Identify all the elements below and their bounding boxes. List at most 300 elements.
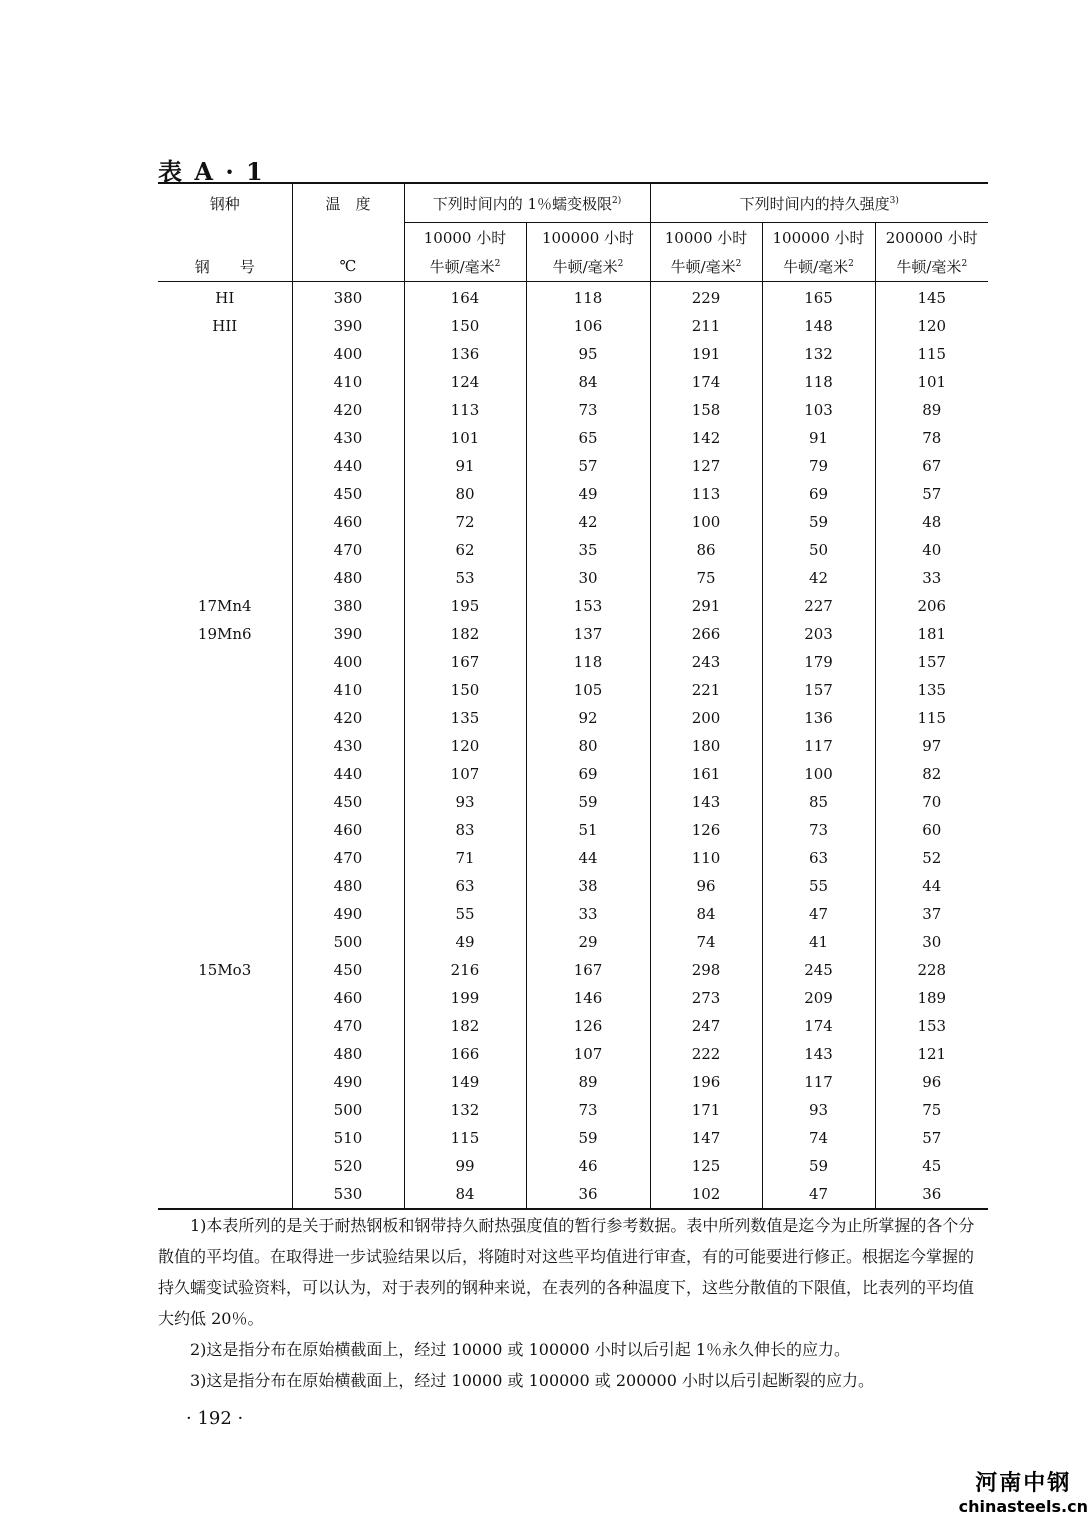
cell-rupture-100000h: 179 [762,648,875,676]
footnote-3: 3)这是指分布在原始横截面上，经过 10000 或 100000 或 200000 小时以后引起断裂的应力。 [190,1371,874,1390]
cell-rupture-100000h: 165 [762,282,875,313]
cell-creep-100000h: 36 [526,1180,650,1209]
cell-rupture-200000h: 57 [875,480,988,508]
cell-rupture-200000h: 52 [875,844,988,872]
cell-rupture-200000h: 30 [875,928,988,956]
cell-creep-10000h: 166 [404,1040,526,1068]
cell-temperature: 490 [292,900,404,928]
cell-creep-10000h: 91 [404,452,526,480]
cell-creep-100000h: 118 [526,648,650,676]
cell-creep-100000h: 73 [526,396,650,424]
cell-rupture-200000h: 75 [875,1096,988,1124]
header-steel-grade: 钢 号 [158,251,292,282]
cell-steel-grade [158,536,292,564]
cell-creep-10000h: 136 [404,340,526,368]
table-row [158,620,988,648]
cell-rupture-200000h: 97 [875,732,988,760]
cell-rupture-100000h: 174 [762,1012,875,1040]
cell-rupture-200000h: 181 [875,620,988,648]
header-period: 10000 小时 [650,223,762,252]
cell-creep-100000h: 59 [526,788,650,816]
table-row [158,508,988,536]
cell-rupture-10000h: 96 [650,872,762,900]
cell-creep-10000h: 195 [404,592,526,620]
cell-temperature: 400 [292,340,404,368]
cell-steel-grade: 17Mn4 [197,597,252,615]
cell-steel-grade [158,396,292,424]
cell-creep-10000h: 55 [404,900,526,928]
cell-temperature: 480 [292,1040,404,1068]
table-row [158,452,988,480]
cell-temperature: 470 [292,1012,404,1040]
cell-creep-10000h: 72 [404,508,526,536]
cell-temperature: 530 [292,1180,404,1209]
header-steel-kind: 钢种 [158,183,292,223]
cell-temperature: 500 [292,1096,404,1124]
header-period: 200000 小时 [875,223,988,252]
cell-temperature: 470 [292,536,404,564]
cell-temperature: 440 [292,760,404,788]
cell-creep-10000h: 53 [404,564,526,592]
cell-rupture-200000h: 78 [875,424,988,452]
cell-temperature: 480 [292,564,404,592]
cell-steel-grade [158,928,292,956]
footnotes [158,1210,988,1396]
cell-rupture-200000h: 57 [875,1124,988,1152]
cell-rupture-10000h: 126 [650,816,762,844]
cell-temperature: 500 [292,928,404,956]
cell-rupture-10000h: 171 [650,1096,762,1124]
cell-creep-10000h: 167 [404,648,526,676]
cell-temperature: 450 [292,956,404,984]
cell-rupture-100000h: 103 [762,396,875,424]
cell-temperature: 410 [292,368,404,396]
cell-creep-100000h: 30 [526,564,650,592]
cell-rupture-10000h: 266 [650,620,762,648]
cell-creep-100000h: 33 [526,900,650,928]
header-unit-sup: 2 [848,258,854,269]
cell-rupture-100000h: 100 [762,760,875,788]
table-row [158,1124,988,1152]
cell-creep-100000h: 29 [526,928,650,956]
cell-creep-10000h: 182 [404,1012,526,1040]
cell-temperature: 450 [292,788,404,816]
cell-rupture-10000h: 222 [650,1040,762,1068]
table-body [158,282,988,1210]
cell-temperature: 380 [292,282,404,313]
header-unit-sup: 2 [617,258,624,269]
cell-creep-10000h: 107 [404,760,526,788]
footnote-2: 2)这是指分布在原始横截面上，经过 10000 或 100000 小时以后引起 1％永久伸长的应力。 [190,1340,851,1359]
cell-steel-grade: 15Mo3 [198,961,252,979]
table-row [158,760,988,788]
table-row [158,1152,988,1180]
table-row [158,536,988,564]
cell-temperature: 470 [292,844,404,872]
cell-creep-10000h: 182 [404,620,526,648]
cell-rupture-200000h: 115 [875,340,988,368]
header-temperature: 温 度 [292,183,404,223]
cell-rupture-100000h: 50 [762,536,875,564]
cell-creep-10000h: 199 [404,984,526,1012]
table-row [158,1012,988,1040]
cell-creep-10000h: 149 [404,1068,526,1096]
cell-rupture-100000h: 79 [762,452,875,480]
cell-steel-grade [158,1152,292,1180]
cell-steel-grade [158,340,292,368]
cell-creep-100000h: 95 [526,340,650,368]
cell-rupture-100000h: 47 [762,900,875,928]
cell-rupture-200000h: 33 [875,564,988,592]
cell-rupture-10000h: 113 [650,480,762,508]
cell-steel-grade [158,1124,292,1152]
cell-rupture-10000h: 142 [650,424,762,452]
cell-temperature: 490 [292,1068,404,1096]
cell-creep-10000h: 101 [404,424,526,452]
cell-creep-100000h: 65 [526,424,650,452]
cell-temperature: 480 [292,872,404,900]
cell-rupture-100000h: 42 [762,564,875,592]
cell-creep-10000h: 150 [404,312,526,340]
cell-creep-100000h: 44 [526,844,650,872]
table-row [158,340,988,368]
cell-temperature: 390 [292,620,404,648]
cell-rupture-100000h: 227 [762,592,875,620]
cell-rupture-100000h: 93 [762,1096,875,1124]
table-row [158,648,988,676]
footnote-1: 1)本表所列的是关于耐热钢板和钢带持久耐热强度值的暂行参考数据。表中所列数值是迄今为止所掌握的各个分散值的平均值。在取得进一步试验结果以后，将随时对这些平均值进行审查，有的可能要进行修正。根据迄今掌握的持久蠕变试验资料，可以认为，对于表列的钢种来说，在表列的各种温度下，这些分散值的下限值，比表列的平均值大约低 20％。 [158,1216,975,1328]
cell-creep-10000h: 80 [404,480,526,508]
header-blank-cell [158,223,292,252]
cell-rupture-10000h: 158 [650,396,762,424]
cell-creep-100000h: 80 [526,732,650,760]
header-unit-sup: 2 [735,258,742,269]
cell-rupture-100000h: 209 [762,984,875,1012]
cell-temperature: 510 [292,1124,404,1152]
header-blank-cell [292,223,404,252]
cell-creep-100000h: 42 [526,508,650,536]
header-rupture-group-sup: 3) [889,195,899,206]
table-row [158,1068,988,1096]
table-row [158,732,988,760]
cell-steel-grade [158,480,292,508]
cell-temperature: 420 [292,704,404,732]
cell-rupture-10000h: 75 [650,564,762,592]
cell-temperature: 460 [292,984,404,1012]
header-unit-sup: 2 [494,258,501,269]
cell-rupture-10000h: 84 [650,900,762,928]
header-creep-group-sup: 2) [612,195,622,206]
cell-creep-100000h: 107 [526,1040,650,1068]
header-period: 100000 小时 [762,223,875,252]
cell-rupture-200000h: 44 [875,872,988,900]
cell-steel-grade [158,984,292,1012]
cell-steel-grade [158,1096,292,1124]
cell-creep-100000h: 84 [526,368,650,396]
cell-rupture-10000h: 180 [650,732,762,760]
cell-rupture-10000h: 127 [650,452,762,480]
cell-steel-grade [158,900,292,928]
cell-rupture-10000h: 161 [650,760,762,788]
header-period: 100000 小时 [526,223,650,252]
cell-temperature: 390 [292,312,404,340]
cell-rupture-10000h: 196 [650,1068,762,1096]
cell-creep-10000h: 120 [404,732,526,760]
watermark-logo [959,1466,1088,1516]
cell-creep-100000h: 137 [526,620,650,648]
watermark-bottom: chinasteels.cn [958,1497,1088,1516]
cell-temperature: 410 [292,676,404,704]
header-unit [875,251,988,282]
creep-strength-table [158,182,988,1210]
cell-steel-grade [158,732,292,760]
cell-rupture-10000h: 291 [650,592,762,620]
cell-rupture-10000h: 221 [650,676,762,704]
cell-temperature: 450 [292,480,404,508]
cell-rupture-200000h: 135 [875,676,988,704]
cell-rupture-10000h: 174 [650,368,762,396]
cell-steel-grade: 19Mn6 [197,625,252,643]
cell-creep-10000h: 49 [404,928,526,956]
cell-creep-100000h: 153 [526,592,650,620]
cell-creep-10000h: 62 [404,536,526,564]
cell-steel-grade [158,648,292,676]
cell-rupture-100000h: 91 [762,424,875,452]
cell-rupture-10000h: 273 [650,984,762,1012]
cell-creep-10000h: 115 [404,1124,526,1152]
cell-creep-100000h: 49 [526,480,650,508]
cell-creep-100000h: 73 [526,1096,650,1124]
cell-temperature: 430 [292,424,404,452]
cell-temperature: 460 [292,816,404,844]
table-row [158,1096,988,1124]
cell-creep-100000h: 92 [526,704,650,732]
cell-creep-10000h: 99 [404,1152,526,1180]
cell-creep-100000h: 69 [526,760,650,788]
cell-rupture-200000h: 70 [875,788,988,816]
cell-rupture-100000h: 118 [762,368,875,396]
cell-steel-grade [158,816,292,844]
table-row [158,676,988,704]
header-creep-group-label: 下列时间内的 1％蠕变极限 [432,194,613,213]
cell-steel-grade [158,704,292,732]
cell-rupture-100000h: 117 [762,732,875,760]
table-row [158,984,988,1012]
cell-temperature: 420 [292,396,404,424]
cell-steel-grade [158,872,292,900]
cell-creep-100000h: 106 [526,312,650,340]
cell-rupture-200000h: 40 [875,536,988,564]
cell-rupture-100000h: 47 [762,1180,875,1209]
header-unit-label: 牛顿/毫米 [429,257,495,276]
header-unit [762,251,875,282]
cell-rupture-100000h: 245 [762,956,875,984]
cell-creep-100000h: 35 [526,536,650,564]
header-creep-group [404,183,650,223]
table-row [158,396,988,424]
cell-steel-grade [158,1068,292,1096]
cell-rupture-200000h: 45 [875,1152,988,1180]
cell-rupture-100000h: 148 [762,312,875,340]
cell-rupture-100000h: 203 [762,620,875,648]
cell-rupture-200000h: 206 [875,592,988,620]
cell-rupture-100000h: 157 [762,676,875,704]
table-row [158,956,988,984]
cell-rupture-100000h: 85 [762,788,875,816]
cell-rupture-200000h: 89 [875,396,988,424]
cell-rupture-100000h: 59 [762,1152,875,1180]
table-row [158,1180,988,1209]
table-row [158,816,988,844]
cell-creep-10000h: 132 [404,1096,526,1124]
cell-rupture-200000h: 120 [875,312,988,340]
cell-creep-10000h: 164 [404,282,526,313]
cell-creep-100000h: 89 [526,1068,650,1096]
cell-creep-10000h: 216 [404,956,526,984]
cell-steel-grade [158,424,292,452]
cell-rupture-10000h: 211 [650,312,762,340]
cell-creep-10000h: 84 [404,1180,526,1209]
cell-rupture-200000h: 101 [875,368,988,396]
header-unit-label: 牛顿/毫米 [783,257,849,276]
cell-rupture-10000h: 125 [650,1152,762,1180]
cell-steel-grade [158,508,292,536]
cell-steel-grade [158,760,292,788]
cell-rupture-200000h: 67 [875,452,988,480]
cell-temperature: 430 [292,732,404,760]
header-unit [650,251,762,282]
table-row [158,844,988,872]
table-row [158,928,988,956]
header-rupture-group [650,183,988,223]
cell-rupture-200000h: 96 [875,1068,988,1096]
cell-rupture-100000h: 136 [762,704,875,732]
table-row [158,900,988,928]
header-unit-sup: 2 [961,258,968,269]
cell-rupture-100000h: 41 [762,928,875,956]
cell-rupture-10000h: 110 [650,844,762,872]
table-row [158,1040,988,1068]
table-row [158,872,988,900]
header-unit-label: 牛顿/毫米 [896,257,962,276]
cell-creep-10000h: 135 [404,704,526,732]
cell-rupture-100000h: 132 [762,340,875,368]
table-row [158,282,988,313]
cell-creep-100000h: 51 [526,816,650,844]
table-row [158,592,988,620]
cell-steel-grade [158,452,292,480]
page-number: · 192 · [186,1408,244,1429]
cell-rupture-200000h: 48 [875,508,988,536]
cell-rupture-10000h: 191 [650,340,762,368]
table-row [158,424,988,452]
header-unit [526,251,650,282]
cell-rupture-10000h: 243 [650,648,762,676]
cell-creep-100000h: 105 [526,676,650,704]
cell-steel-grade [158,676,292,704]
cell-creep-10000h: 150 [404,676,526,704]
cell-creep-10000h: 83 [404,816,526,844]
cell-rupture-100000h: 69 [762,480,875,508]
cell-rupture-10000h: 247 [650,1012,762,1040]
cell-creep-100000h: 57 [526,452,650,480]
cell-rupture-100000h: 59 [762,508,875,536]
cell-rupture-200000h: 121 [875,1040,988,1068]
table-row [158,480,988,508]
cell-rupture-10000h: 102 [650,1180,762,1209]
cell-temperature: 440 [292,452,404,480]
cell-creep-100000h: 46 [526,1152,650,1180]
cell-rupture-200000h: 82 [875,760,988,788]
cell-rupture-10000h: 200 [650,704,762,732]
cell-rupture-100000h: 74 [762,1124,875,1152]
cell-rupture-100000h: 63 [762,844,875,872]
cell-steel-grade [158,564,292,592]
cell-temperature: 380 [292,592,404,620]
cell-creep-10000h: 63 [404,872,526,900]
cell-rupture-200000h: 228 [875,956,988,984]
table-title: 表 A · 1 [158,157,265,186]
cell-rupture-200000h: 145 [875,282,988,313]
cell-steel-grade [158,788,292,816]
cell-creep-100000h: 38 [526,872,650,900]
table-row [158,564,988,592]
header-unit-label: 牛顿/毫米 [552,257,618,276]
cell-rupture-200000h: 60 [875,816,988,844]
cell-rupture-100000h: 117 [762,1068,875,1096]
cell-creep-100000h: 118 [526,282,650,313]
cell-rupture-10000h: 86 [650,536,762,564]
cell-creep-10000h: 124 [404,368,526,396]
cell-rupture-10000h: 100 [650,508,762,536]
table-row [158,788,988,816]
cell-rupture-200000h: 157 [875,648,988,676]
cell-creep-10000h: 113 [404,396,526,424]
cell-steel-grade [158,1012,292,1040]
cell-rupture-100000h: 55 [762,872,875,900]
table-row [158,312,988,340]
cell-rupture-10000h: 298 [650,956,762,984]
cell-steel-grade [158,844,292,872]
cell-rupture-10000h: 229 [650,282,762,313]
cell-creep-100000h: 126 [526,1012,650,1040]
cell-creep-100000h: 59 [526,1124,650,1152]
header-rupture-group-label: 下列时间内的持久强度 [739,194,890,213]
cell-rupture-200000h: 153 [875,1012,988,1040]
cell-rupture-10000h: 143 [650,788,762,816]
cell-steel-grade: HI [215,289,235,307]
cell-temperature: 460 [292,508,404,536]
cell-rupture-200000h: 189 [875,984,988,1012]
header-unit [404,251,526,282]
cell-steel-grade: HII [212,317,238,335]
cell-steel-grade [158,1180,292,1209]
cell-steel-grade [158,1040,292,1068]
cell-temperature: 520 [292,1152,404,1180]
header-period: 10000 小时 [404,223,526,252]
table-row [158,368,988,396]
cell-rupture-100000h: 73 [762,816,875,844]
cell-rupture-200000h: 36 [875,1180,988,1209]
cell-steel-grade [158,368,292,396]
cell-creep-100000h: 167 [526,956,650,984]
cell-rupture-10000h: 74 [650,928,762,956]
cell-creep-10000h: 93 [404,788,526,816]
cell-rupture-200000h: 115 [875,704,988,732]
table-header [158,183,988,282]
watermark-top: 河南中钢 [975,1471,1072,1496]
cell-rupture-10000h: 147 [650,1124,762,1152]
